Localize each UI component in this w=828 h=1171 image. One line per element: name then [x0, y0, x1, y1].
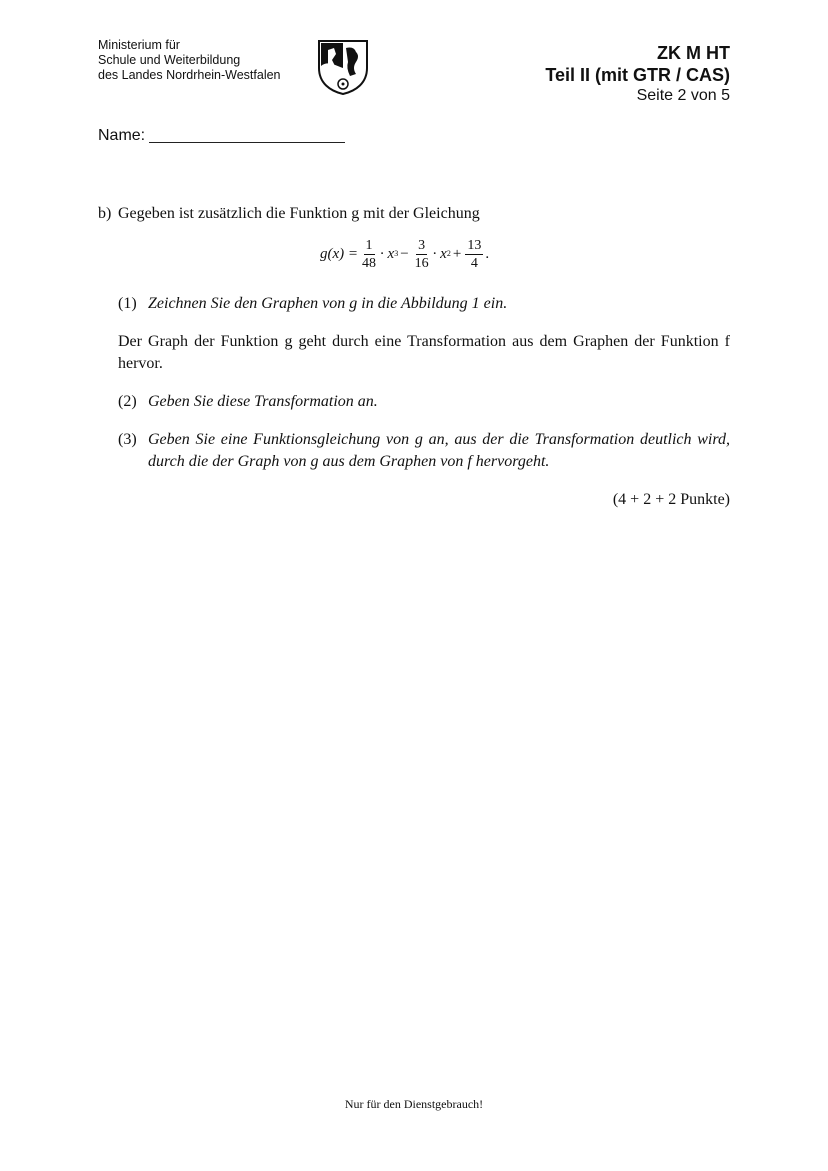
exam-header: [545, 42, 730, 106]
fraction-1: $\frac{1}{48}$: [362, 237, 377, 271]
plus-sign: +: [452, 246, 462, 262]
exam-code: ZK M HT: [657, 43, 730, 63]
fraction-3: $\frac{13}{4}$: [467, 237, 482, 271]
task-subitems: [118, 293, 730, 473]
nrw-coat-of-arms-icon: [316, 38, 370, 96]
ministry-line: des Landes Nordrhein-Westfalen: [98, 68, 281, 82]
name-blank[interactable]: [149, 126, 345, 143]
subtask-number: (2): [118, 393, 137, 410]
exponent-1: 3: [394, 249, 399, 258]
subtask-3: [118, 429, 730, 473]
subtask-number: (3): [118, 431, 137, 448]
page-number: Seite 2 von 5: [636, 87, 730, 104]
footer-note: Nur für den Dienstgebrauch!: [344, 1097, 484, 1111]
points-summary: (4 + 2 + 2 Punkte): [612, 491, 730, 508]
ministry-line: Schule und Weiterbildung: [98, 53, 241, 67]
subtask-text: Zeichnen Sie den Graphen von g in die Abbildung 1 ein.: [148, 295, 508, 312]
subtask-1: [118, 293, 730, 315]
function-formula: [320, 231, 730, 277]
ministry-header: [98, 38, 281, 83]
task-intro: [98, 203, 730, 225]
subtask-text: Geben Sie eine Funktionsgleichung von g an, aus der die Transformation deutlich wird, durch die der Graph von g aus dem Graphen von f hervorgeht.: [148, 431, 730, 470]
name-label: Name:: [98, 127, 146, 144]
fraction-2: $\frac{3}{16}$: [414, 237, 429, 271]
name-field: [98, 126, 345, 145]
task-label: b): [98, 205, 112, 222]
formula-end: .: [485, 246, 490, 262]
minus-sign: −: [400, 246, 409, 262]
task-content: [98, 203, 730, 511]
ministry-line: Ministerium für: [98, 38, 180, 52]
subtask-number: (1): [118, 295, 137, 312]
term-2: · x: [432, 246, 447, 262]
term-1: · x: [380, 246, 395, 262]
subtask-2: [118, 391, 730, 413]
exponent-2: 2: [446, 249, 451, 258]
task-intro-text: Gegeben ist zusätzlich die Funktion g mit der Gleichung: [118, 205, 480, 222]
task-paragraph: Der Graph der Funktion g geht durch eine Transformation aus dem Graphen der Funktion f hervor.: [118, 333, 730, 372]
subtask-text: Geben Sie diese Transformation an.: [148, 393, 378, 410]
formula-lhs: g(x) =: [320, 246, 359, 262]
exam-part: Teil II (mit GTR / CAS): [545, 65, 730, 85]
